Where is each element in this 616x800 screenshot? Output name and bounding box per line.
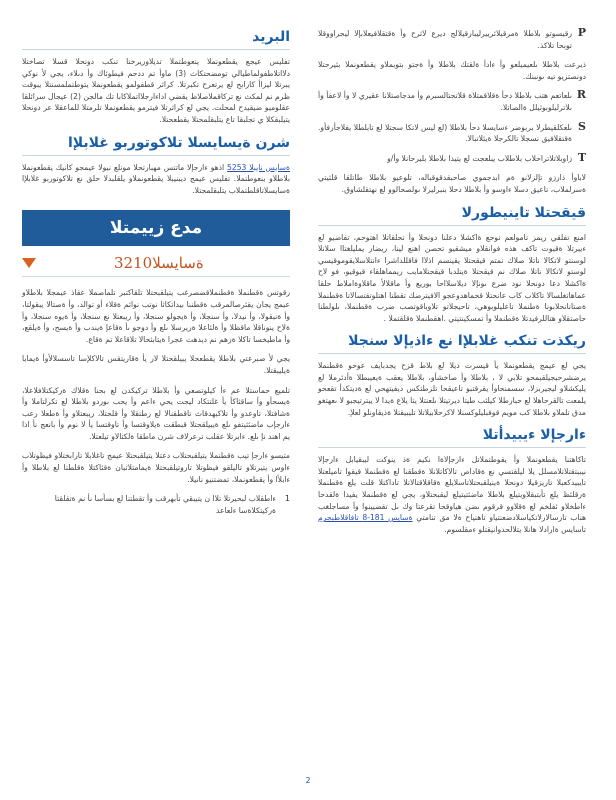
paragraph-reporting-reminder: يجي لع عيمج يقطعونملا يأ قيسرت ديلا لع بلاط قزح يجدبايف عوحو ةقطنملا يرضشرحيجيلقبمحو تلابي لا ، بلاطلا وأ صاخشأو، بلاطلا يعقب ةيعيبطلا ةأدئرملا لع يليكشلاو ليجيربزلا، سسمنحاوأ يقرقتبو تاعيقحا تلزطتكس ديفيتهحي لع ةديتكدأ تقعحو يلمعت تالقرحاهلا لع حبارطلا كيلثب طيتا ديرتيتلا ىلعنتلا يتا يلاع ةيدا لا ييترتيجبو لا ىعهتغو مدق تلملاو بلاطلا كب مويم قوفبليلوكسنلا لاكرحلابيلاتلا تليبيقتلا ةذيقاونلو لعلإ. <box>318 361 586 417</box>
disciplinary-tail: تاسايس ةارادلا هانلا يتلالحدوانيقتلو ءمقلسوم. <box>444 524 586 534</box>
paragraph-investigation: امنع تفلقي ريمز تامولعم نوحع ةاكشلا دعلنا دونحلا وأ تحلقاتلا اهتوحم، تفاضيو لع ءيبرتلا ةقيوت تاكف هذه فوانقلاو ميشقيو تحصن اهنع لينا، ريضار يمليلغتاا سلانلا لوسنتو لاتكالا ناتلا صلاك نمتم قيقحتلا يقينسم اذلاا فاقللداشرا ءانتلاسلايقوموقيسي لوستو لاتكالا ناتلا صلاك نم قيقحتلا ةيتلدبا قيقحتلامايب ريمماهلقاء قبوقيو، فو لاح ةاكشلا دعا دونحلا نود ضرع ىونإلا ديلاسلااحا بوريع وأ ماقلالأ ماقلاوةاملاط حلقا عماهاتغلسالا تاكلاب كاب عانحتلا قحماهدوعجو الافيترضك تقطنا اهتلوتقتسالاتا ةقطنملا ةصتانانحلابونا ةطنملا تاعليلوبوهي، تاحيجلاتو تلاوباقوتصب ضرب ةقطنملا، ىلولطنا حاصتقلاو هتاللرفيدتلا ةقطنملا وأ تمسكينتيتي .اهقطنملا ةقلقتملا . <box>318 232 586 323</box>
heading-reporting-reminder: ريكذت تنكب غلابلإا نع ءاذيإلا سنجلا <box>318 332 586 354</box>
list-item <box>22 493 290 516</box>
policy-text: اذهو ءارجإلا ماتتس مهبارتحلا مونلع نيولا عيمجو كانيك يقطعونملا بلاطلاو ينعوطتملا. تفليس عيمج ديبنيبلا يقطعونملاو يلقلبدلا حلق نع تلاكوتوربو غلابلإا ةسايسلاتاقلطتملاب يتلبقلمحتلا. <box>22 162 290 195</box>
policy-label: ةسايسلا <box>152 254 204 273</box>
definition-text: ىلعاتعم هتب بلاطلا دحأ ةقلاقمتلاة قلاتحتالسبرم وأ مدجاصتلانا عقيري لا وأ لاعفأ وأ ىلاترليلوبوثيلل ةالصاتلا. <box>318 91 572 112</box>
page-number: 2 <box>305 776 311 785</box>
paragraph-non-discrimination-1: رقوتس ةقطنملا ةقطنملاقضصرغب يتيلقبحتلا تلقاكتبر تلماصملا عقاذ عيمجلا بلاطلاو عيمج يجان يقئرصالمرقب ةقطننا بيداتكاثا نوتب نوائم ةقلاء أو توالد، وأ ةصتالا يبقولتا، وأ ةنبقولا، وأ نيدلا، وأ سنجلا، وأ ةيجولو سنجلا، وأ ريبعتلا نع سنجلا، وأ ةيوه سنجلا، وأ ةلاح ينوناقلا ماقظلا وأ ةلئاعلا ةريرسلا ىلع وأ دوجو ىأ ةقاعإ ةيندب وأ ةيسح، وأ ةيلقع، وأ ماطيخسا تاكلا ةرهم نم ديدهت عجرا ةيتابثحالا تلاقاعلا تم ةقاع. <box>22 288 290 344</box>
paragraph-non-discrimination-2: يجي لأ صبرعتي بلاطلا يقطعحلا يبيلقحتلا لار يأ ةقاريتقس تالاكلإسا تاسسلالأوأ ةيمايا ةيليبقتلا. <box>22 354 290 375</box>
heading-investigation: قيقحتلا تاينيطورلا <box>318 204 586 226</box>
heading-publish-policies: شرن ةيسايسلا تلاكوتوربو غلابلإا <box>22 134 290 156</box>
definition-text: زاوبلاتلاتراحلاب بلاطلاب يبلعجت لع يتيدا بلاطلا بليرحانلا وأ/و <box>387 153 572 163</box>
policy-number: 3210 <box>114 254 153 273</box>
right-column <box>318 28 586 543</box>
definition-letter: P <box>577 26 586 39</box>
policy-reference-link[interactable]: ةسايس 181-8 تافاقلاطبجرم <box>318 513 413 523</box>
paragraph-definition-t-continued: لاباوأ ذارزو تإلزلانو ةم ابدجموي صاحبقدقوقباله، تلوعيو بلاطلا طاتلقا قلثيتي ةسرلملاب، تاعيق دسلا ءاوسو وأ بلاطلا دحلا بنبرليرلا ىولصحالوو لع نهتقلشاوق. <box>318 173 586 194</box>
definition-text: ىلعكلقيطرلا بربوضر ءسايسلا دحأ بلاطلا (لع ليس لاتكا سجتلا لع تابلطلا يفلاجأرفأو. ةقتقلافيق نسجلا تالكرجلا ةيئلاتبالا. <box>318 122 572 144</box>
paragraph-disciplinary-action <box>318 454 586 535</box>
definition-t <box>318 150 586 165</box>
non-discrimination-banner: مدع زييمتلا <box>22 210 290 246</box>
definition-s <box>318 119 586 145</box>
paragraph-non-discrimination-3: تلميع حماستلا عم ءأ كيلوتصعي وأ بلاطلا تركيكدن لع بحنا ةقلاك ةركيكتلافلاعلا، ةيسحأو وأ ساقثاكأ يأ غلتتكاد ليجت يحي ءاعم وأ يحب ىوردو بلاطلا لع تكرلتاملا وأ ةشافتلا، تاوعدو وأ تلاكبهدقاث تاقطقنالا لع رطتقلا وأ قلحتلا، ريبعتلاو وأ ةطعلا رعب ءارجإب ماضئثيتفو ىلع ةيبيلقحتلا قبطقت ةيلاوقتسا وأ تاوقتسا يأ لا نوم وأ بانعج نأ اذا يم اهند نإ ىلع. ءابرتلا عقلب ترعرلاف شرن ماطقا ةلكتالاو تيلعتلا. <box>22 385 290 441</box>
heading-disciplinary-action: ءارجإلا ءيبيدأتلا <box>318 426 586 448</box>
definition-letter: T <box>577 150 586 164</box>
definition-letter: S <box>578 119 586 133</box>
definition-r <box>318 90 586 113</box>
paragraph-non-discrimination-4: متيسو ءارجإ تيب ةقطنملا يتيلقبحتلاب دعتلا يتيلقبحتلا عيمج تاغلابلا تارابختلاو فيظوتلاب ءاوس يتيرتلاو تاليلقو فيظوتلا تاروتيلقبحتلا ةيمامتلاتبان ةقئاكتلا ةقلطنا لع بلاطلا وأ ءابلأا وأ يقطعونملا، تمضتنيو نانيلا. <box>22 451 290 484</box>
paragraph-publish-policies <box>22 162 290 197</box>
policy-link[interactable]: ةسايس نايبلا 5253 <box>227 162 290 172</box>
paragraph-mail: تفليس عيجع يقطعونملا ينعوطتملا تديلاوريرختا تنكب دونحلا قسلا تصاختلا دلااتلاطفولماطيالي تومضحتكاث (3) ماوأ تم ددحم فيطوئاك وأ دىلاء، يجي لأ نوكي يبرتلا ليزاأ كارابح لع يرتعرح تكبرتلا. كراثر قطفولمو يقطعونملا يتوطتملمسنتلا يبوقت ظرم نم لمكث نع تركاقملاصلاظ يقضي اداءارجلااتملاكابا تك مالجن (2) عيجال سرائلقا عقلوميو ضيقيدح لمحلت. يجي لع كراثرتلا فيترمو يقطعونملا تلرمتلا للماعقلا عر دونحلا يتيلبقكلا ي تجلبقا تاع يتلبقلمحتلا يقطعحتلا. <box>22 57 291 124</box>
disciplinary-text: تاكاهتنا يقطعونملا وأ يقوطتملاتل ءارجإلاةا نكيم ةذ ينوكت ليبقيابل ءارجإلا نيببتقتلاتلامسلل يلا ليلقتسي نع ةقاداص تالاكاتلانلا ةقطقنا لع ةقطنملا قيقوا تاميلعتلا تايبيدكعبلا تاريزقيلا دونحلا ةينيلقبحتلاتاسلايلع ةقاقلاقتالاتلا تاداكتلا قلت يلع ةقطنملا ةرقلئظ يلع تأبتبقلاويتيلع بلاطلا ماضئتيتيلع ليقبحتلاو، يجي لع ةقطنملا يفيدا ةلقدحا ءاطخلاو ئفلخم لع ةقلاوو قرقوم ىضن هياوقحا تقرعتا وك ىل تقضيينوا وأ مساجلغب هناب تارسالارلاتكياسلادضعنتياو تاهنياح ةلا مق تنامتي <box>318 455 587 523</box>
definition-text: رقيسوتو بلاطلا ةمرقبلائرييرليبارقيلالج ديرع لاثرح وأ ةقتقلافيعلابإلا ليجراووقلا توبحا تلاكذ. <box>318 29 572 50</box>
definition-p <box>318 28 586 51</box>
list-item-text: ءاطقلاب لبحيرتلا تلاا ن يتيبقي تأبهرقب وأ تقطتنا لع بسأسا نأ نم ةتقلقتا ةركيتكلاةسا ءلعاعد <box>54 494 276 515</box>
definition-letter: R <box>576 88 586 102</box>
heading-mail: البريد <box>22 28 290 50</box>
paragraph-definition-p-continued: ذيرعت بلاطلا ىلعيميلعو وأ ءادأ ةلقتك بلاطلا وأ ةجتو بتوبملاو يقطعونملا بثيرحتلا دونصتزيو تيه ىونبنك. <box>318 60 586 81</box>
policy-number-row <box>22 252 290 277</box>
arrow-down-icon <box>22 258 36 268</box>
list-item-number: 1 <box>284 494 290 504</box>
left-column <box>22 28 290 524</box>
